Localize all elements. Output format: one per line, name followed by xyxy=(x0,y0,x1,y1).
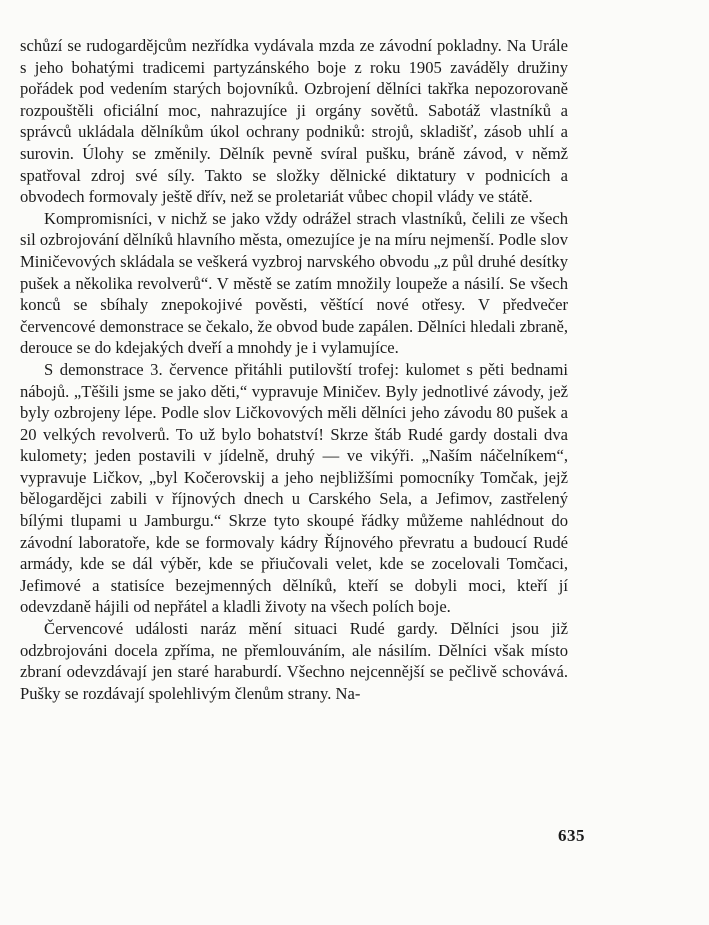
document-page xyxy=(20,35,568,704)
paragraph-1: schůzí se rudogardějcům nezřídka vydávala mzda ze závodní pokladny. Na Urále s jeho bohatými tradicemi partyzánského boje z roku 1905 zaváděly družiny pořádek pod vedením starých bojovníků. Ozbrojení dělníci takřka nepozorovaně rozpouštěli oficiální moc, nahrazujíce ji orgány sovětů. Sabotáž vlastníků a správců ukládala dělníkům úkol ochrany podniků: strojů, skladišť, zásob uhlí a surovin. Úlohy se změnily. Dělník pevně svíral pušku, bráně závod, v němž spatřoval zdroj své síly. Takto se složky dělnické diktatury v podnicích a obvodech formovaly ještě dřív, než se proletariát vůbec chopil vlády ve státě. xyxy=(20,36,568,207)
paragraph-3: S demonstrace 3. července přitáhli putilovští trofej: kulomet s pěti bednami nábojů. „Těšili jsme se jako děti,“ vypravuje Miničev. Byly jednotlivé závody, jež byly ozbrojeny lépe. Podle slov Ličkovových měli dělníci jeho závodu 80 pušek a 20 velkých revolverů. To už bylo bohatství! Skrze štáb Rudé gardy dostali dva kulomety; jeden postavili v jídelně, druhý — ve vikýři. „Naším náčelníkem“, vypravuje Ličkov, „byl Kočerovskij a jeho nejbližšími pomocníky Tomčak, jejž bělogardějci zabili v říjnových dnech u Carského Sela, a Jefimov, zastřelený bílými tlupami u Jamburgu.“ Skrze tyto skoupé řádky můžeme nahlédnout do závodní laboratoře, kde se formovaly kádry Říjnového převratu a budoucí Rudé armády, kde se dál výběr, kde se přiučovali velet, kde se zocelovali Tomčaci, Jefimové a statisíce bezejmenných dělníků, kteří se dobyli moci, kteří jí odevzdaně hájili od nepřátel a kladli životy na všech polích boje. xyxy=(20,359,568,617)
paragraph-4: Červencové události naráz mění situaci Rudé gardy. Dělníci jsou již odzbrojováni docela zpříma, ne přemlouváním, ale násilím. Dělníci však místo zbraní odevzdávají jen staré haraburdí. Všechno nejcennější se pečlivě schovává. Pušky se rozdávají spolehlivým členům strany. Na- xyxy=(20,619,568,703)
page-number: 635 xyxy=(558,826,585,845)
paragraph-2: Kompromisníci, v nichž se jako vždy odrážel strach vlastníků, čelili ze všech sil ozbrojování dělníků hlavního města, omezujíce je na míru nejmenší. Podle slov Miničevových skládala se veškerá vyzbroj narvského obvodu „z půl druhé desítky pušek a několika revolverů“. V městě se zatím množily loupeže a násilí. Se všech konců se sbíhaly znepokojivé pověsti, věštící nové otřesy. V předvečer červencové demonstrace se čekalo, že obvod bude zapálen. Dělníci hledali zbraně, derouce se do kdejakých dveří a mnohdy je i vylamujíce. xyxy=(20,208,568,358)
